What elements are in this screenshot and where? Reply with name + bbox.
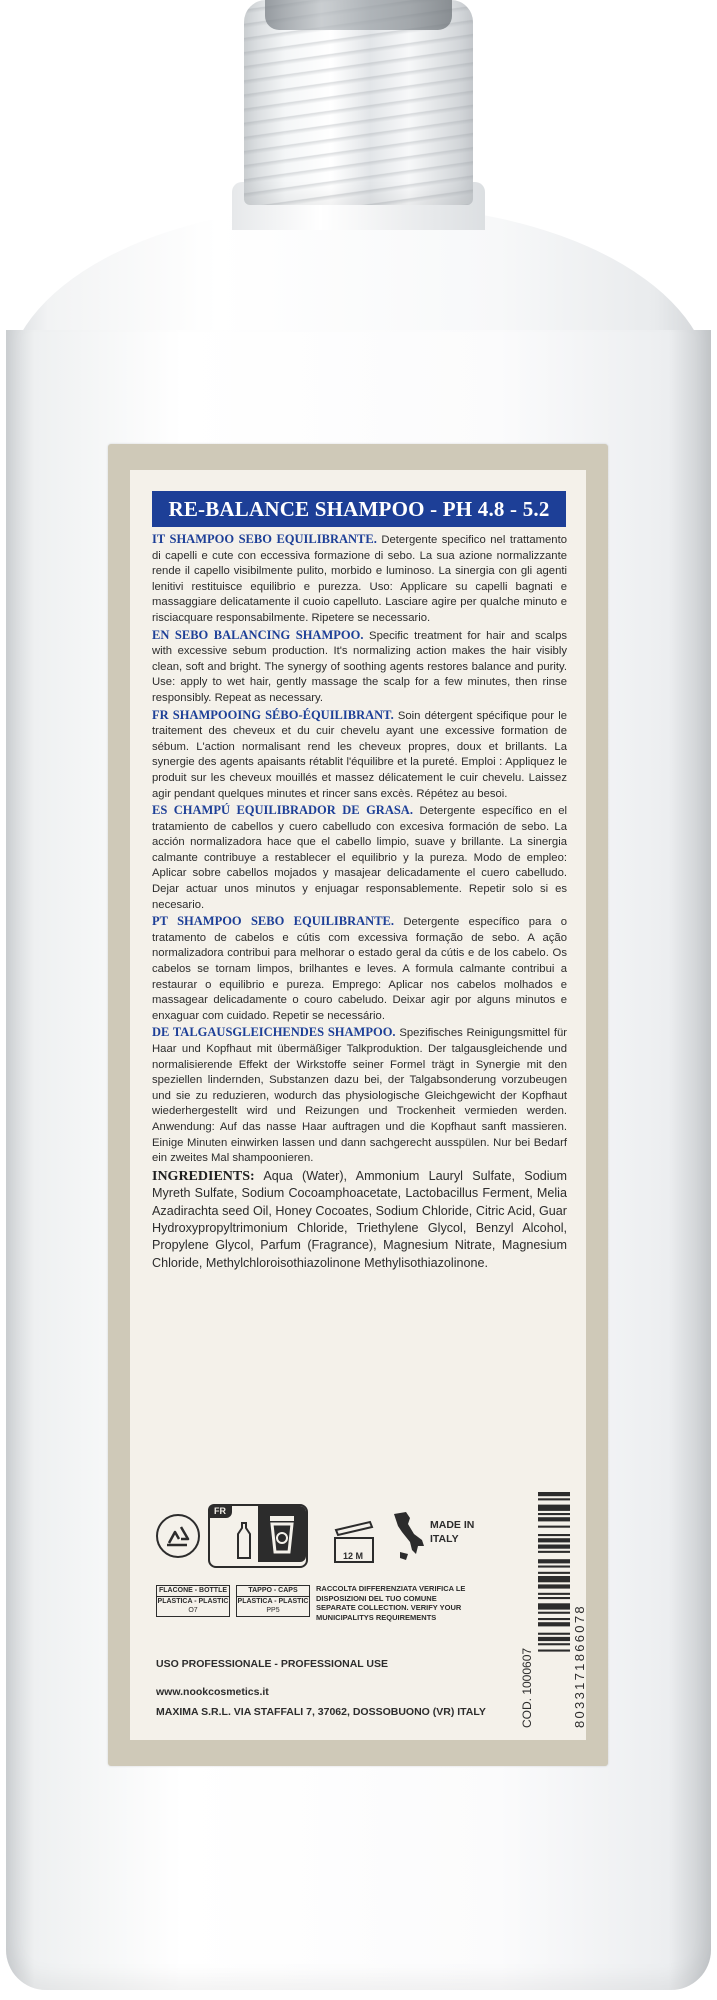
italy-map-icon bbox=[390, 1510, 426, 1566]
section-body: Specific treatment for hair and scalps with excessive sebum production. It's normalizing action makes the hair visibly clean, soft and bright. The synergy of soothing agents restores balance and purity. Use: apply to wet hair, gently massage the scalp for a few minutes, then rinse responsibly. Repeat as necessary. bbox=[152, 629, 567, 704]
section-heading: IT SHAMPOO SEBO EQUILIBRANTE. bbox=[152, 532, 377, 546]
section-heading: EN SEBO BALANCING SHAMPOO. bbox=[152, 627, 364, 642]
company-address: MAXIMA S.R.L. VIA STAFFALI 7, 37062, DOSSOBUONO (VR) ITALY bbox=[156, 1706, 486, 1718]
barcode-stripe bbox=[538, 1505, 570, 1511]
section-body: Spezifisches Reinigungsmittel für Haar und Kopfhaut mit übermäßiger Talkproduktion. Der talgausgleichende und normalisierende Effekt der Wirkstoffe seiner Formel trägt in Synergie mit den speziellen lindernden, Substanzen dazu bei, der Talgabsonderung vorzubeugen und sie zu reduzieren, wodurch das physiologische Gleichgewicht der Kopfhaut wiederhergestellt wird und Reizungen und Trockenheit vermieden werden. Anwendung: Auf das nasse Haar auftragen und die Kopfhaut sanft massieren. Einige Minuten einwirken lassen und dann sachgerecht ausspülen. Nur bei Bedarf ein zweites Mal shampoonieren. bbox=[152, 1027, 567, 1165]
barcode-stripe bbox=[538, 1618, 570, 1620]
barcode-stripe bbox=[538, 1572, 570, 1574]
section-en bbox=[152, 628, 567, 707]
professional-use: USO PROFESSIONALE - PROFESSIONAL USE bbox=[156, 1658, 389, 1670]
fr-tag: FR bbox=[208, 1504, 232, 1518]
recycling-box-code: PP5 bbox=[266, 1607, 280, 1614]
section-body: Soin détergent spécifique pour le traitement des cheveux et du cuir chevelu ayant une excessive formation de sébum. L'action normalisant rend les cheveux propres, doux et brillants. La synergie des agents apaisants rétablit l'équilibre et la pureté. Emploi : Appliquez le produit sur les cheveux mouillés et massez délicatement le cuir chevelu. Laissez agir pendant quelques minutes et rincer sans excès. Répétez au besoi. bbox=[152, 709, 567, 800]
bottle-icon bbox=[236, 1522, 252, 1560]
product-code bbox=[520, 1488, 536, 1728]
section-de bbox=[152, 1025, 567, 1166]
barcode-stripe bbox=[538, 1643, 570, 1645]
website: www.nookcosmetics.it bbox=[156, 1686, 269, 1698]
ingredients-heading: INGREDIENTS: bbox=[152, 1168, 255, 1184]
barcode-stripe bbox=[538, 1597, 570, 1599]
recycling-box-title: TAPPO - CAPS bbox=[237, 1586, 309, 1597]
pao-label: 12 M bbox=[342, 1551, 363, 1561]
barcode-stripe bbox=[538, 1633, 570, 1635]
barcode-stripe bbox=[538, 1534, 570, 1536]
recycling-box-bottle bbox=[156, 1585, 230, 1617]
recycling-note-it: RACCOLTA DIFFERENZIATA VERIFICA LE DISPOSIZIONI DEL TUO COMUNE bbox=[316, 1584, 466, 1603]
ingredients-list: Aqua (Water), Ammonium Lauryl Sulfate, Sodium Myreth Sulfate, Sodium Cocoamphoacetate, Lactobacillus Ferment, Melia Azadirachta seed Oil, Honey Cocoates, Sodium Chloride, Citric Acid, Guar Hydroxypropyltrimonium Chloride, Triethylene Glycol, Benzyl Alcohol, Propylene Glycol, Parfum (Fragrance), Magnesium Nitrate, Magnesium Chloride, Methylchloroisothiazolinone Methylisothiazolinone. bbox=[152, 1168, 567, 1270]
barcode-stripe bbox=[538, 1545, 570, 1549]
cap-top-rim bbox=[265, 0, 452, 30]
barcode-stripe bbox=[538, 1650, 570, 1652]
barcode-stripe bbox=[538, 1593, 570, 1595]
barcode-stripe bbox=[538, 1612, 570, 1614]
section-heading: FR SHAMPOOING SÉBO-ÉQUILIBRANT. bbox=[152, 707, 394, 722]
section-it bbox=[152, 532, 567, 627]
barcode-digits-text: 8033171866078 bbox=[572, 1604, 587, 1728]
section-pt bbox=[152, 914, 567, 1024]
recycling-box-caps bbox=[236, 1585, 310, 1617]
recycling-box-material: PLASTICA - PLASTIC bbox=[157, 1598, 229, 1605]
barcode-stripe bbox=[538, 1498, 570, 1500]
section-es bbox=[152, 803, 567, 913]
recycling-box-material: PLASTICA - PLASTIC bbox=[237, 1598, 309, 1605]
section-heading: ES CHAMPÚ EQUILIBRADOR DE GRASA. bbox=[152, 803, 413, 818]
section-heading: PT SHAMPOO SEBO EQUILIBRANTE. bbox=[152, 914, 395, 929]
recycling-note bbox=[316, 1584, 516, 1622]
recycling-box-code: O7 bbox=[188, 1607, 198, 1614]
barcode-stripe bbox=[538, 1526, 570, 1528]
made-in-italy: MADE IN ITALY bbox=[430, 1519, 475, 1545]
ingredients bbox=[152, 1168, 567, 1272]
label-text-column bbox=[152, 532, 567, 1272]
section-body: Detergente specifico nel trattamento di capelli e cute con eccessiva formazione di sebo. La sua azione normalizzante rende il capello visibilmente pulito, morbido e luminoso. La sinergia con gli agenti lenitivi restituisce equilibrio e purezza. Uso: Applicare su capelli bagnati e massaggiare delicatamente il cuoio capelluto. Lasciare agire per qualche minuto e risciacquare responsabilmente. Ripetere se necessario. bbox=[152, 534, 567, 624]
recycling-note-en: SEPARATE COLLECTION. VERIFY YOUR MUNICIPALITYS REQUIREMENTS bbox=[316, 1603, 462, 1622]
recycle-icon bbox=[155, 1513, 201, 1559]
barcode-stripe bbox=[538, 1538, 570, 1542]
barcode-stripe bbox=[538, 1584, 570, 1588]
section-body: Detergente específico en el tratamiento de cabellos y cuero cabelludo con excesiva formación de sebo. La acción normalizadora hace que el cabello limpio, suave y brillante. La sinergia calmante contribuye a restablecer el equilibrio y la pureza. Modo de empleo: Aplicar sobre cabellos mojados y masajear delicadamente el cuero cabelludo. Dejar actuar unos minutos y enjuagar responsablemente. Repetir solo si es necesario. bbox=[152, 805, 567, 911]
section-fr bbox=[152, 708, 567, 803]
section-body: Detergente específico para o tratamento de cabelos e cútis com excessiva formação de sebo. A ação normalizadora contribui para melhorar o estado geral da cútis e de los cabelo. Os cabelos se tornam limpos, brilhantes e leves. A formula calmante contribui a restaurar o equilibrio e pureza. Emprego: Aplicar nos cabelos molhados e massagear delicadamente o couro cabeludo. Deixar agir por alguns minutos e enxaguar com cuidado. Repetir se necessário. bbox=[152, 916, 567, 1022]
barcode-stripe bbox=[538, 1492, 570, 1496]
bottle-cap bbox=[244, 0, 473, 205]
recycling-box-title: FLACONE - BOTTLE bbox=[157, 1586, 229, 1597]
barcode-stripe bbox=[538, 1559, 570, 1563]
barcode-stripe bbox=[538, 1576, 570, 1582]
bin-icon bbox=[258, 1506, 306, 1562]
product-code-text: COD. 1000607 bbox=[520, 1647, 534, 1728]
barcode-stripe bbox=[538, 1517, 570, 1521]
barcode-stripe bbox=[538, 1603, 570, 1609]
triman-sort-icon bbox=[208, 1504, 308, 1568]
barcode-stripe bbox=[538, 1622, 570, 1626]
barcode-stripe bbox=[538, 1513, 570, 1515]
section-heading: DE TALGAUSGLEICHENDES SHAMPOO. bbox=[152, 1025, 396, 1040]
barcode-stripe bbox=[538, 1566, 570, 1568]
barcode-stripe bbox=[538, 1637, 570, 1641]
barcode-stripe bbox=[538, 1551, 570, 1553]
product-title: RE-BALANCE SHAMPOO - PH 4.8 - 5.2 bbox=[152, 491, 566, 527]
barcode-number bbox=[572, 1488, 588, 1728]
